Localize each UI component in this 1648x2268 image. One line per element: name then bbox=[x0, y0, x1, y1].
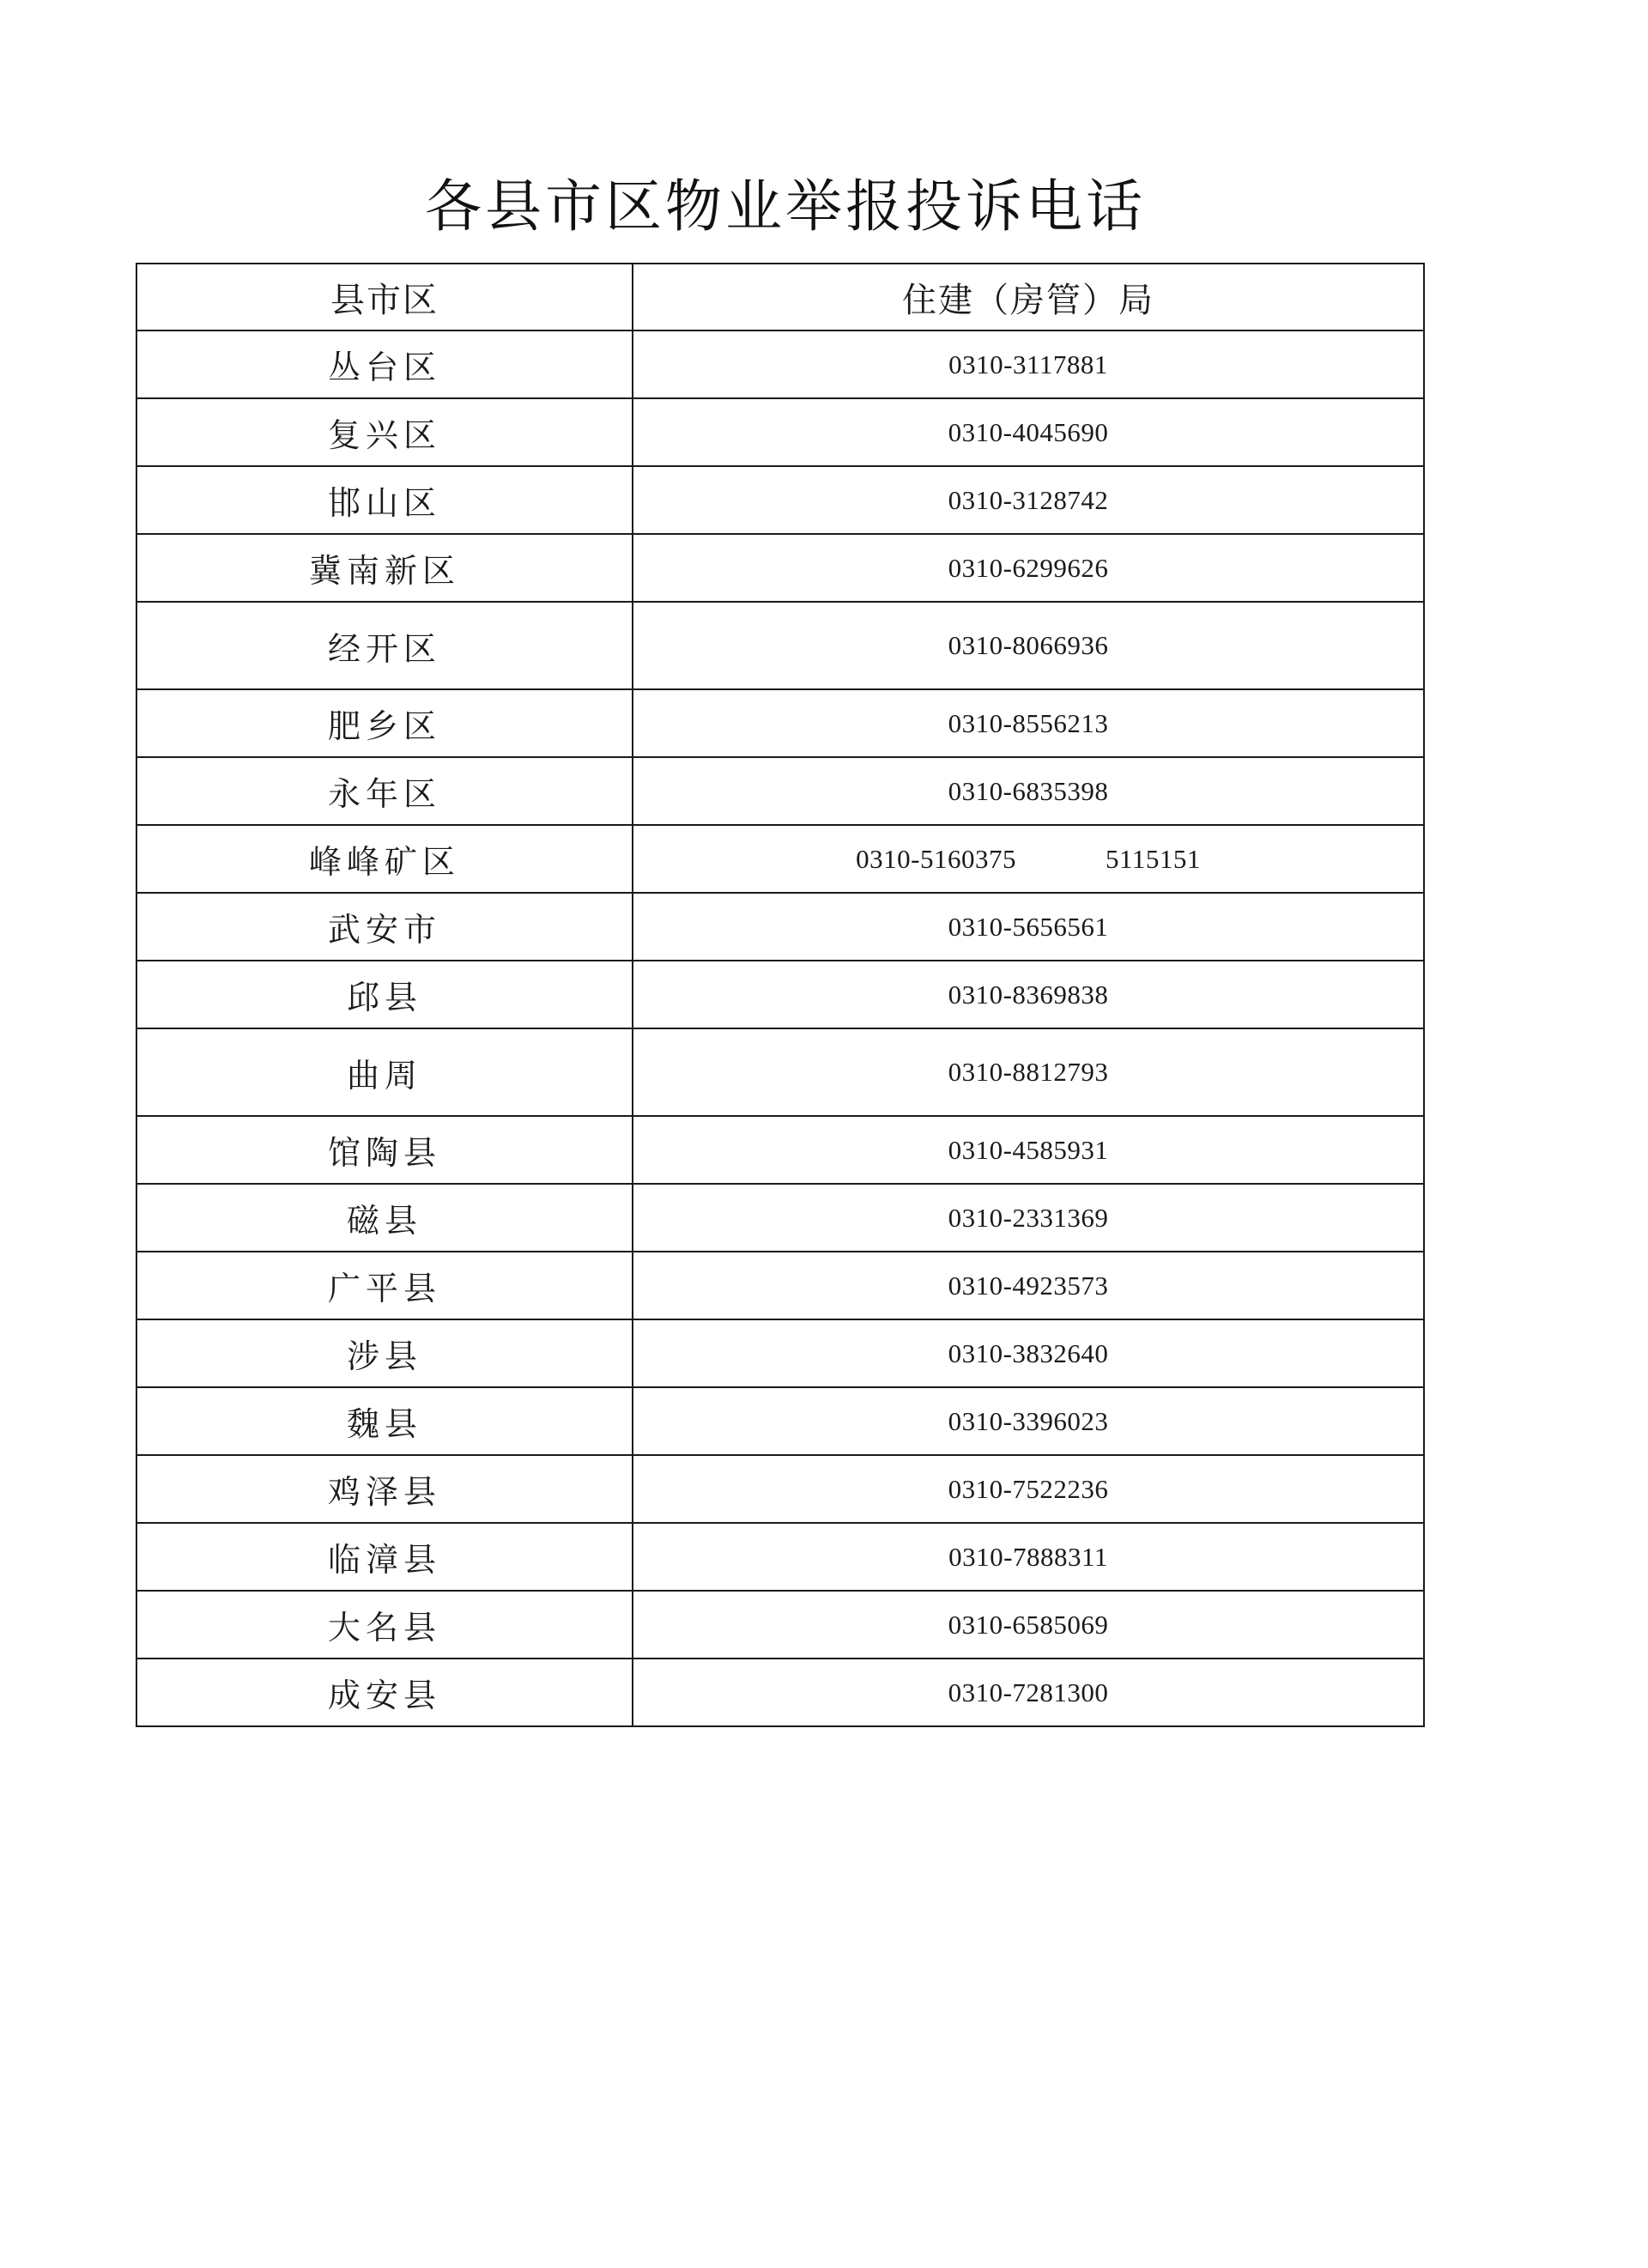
phone-cell: 0310-3128742 bbox=[633, 466, 1424, 534]
region-cell: 鸡泽县 bbox=[136, 1455, 633, 1523]
region-cell: 冀南新区 bbox=[136, 534, 633, 602]
phone-cell: 0310-7888311 bbox=[633, 1523, 1424, 1591]
table-row bbox=[136, 757, 1424, 825]
table-row bbox=[136, 466, 1424, 534]
region-cell: 永年区 bbox=[136, 757, 633, 825]
region-cell: 武安市 bbox=[136, 893, 633, 961]
phone-cell: 0310-7522236 bbox=[633, 1455, 1424, 1523]
table-row bbox=[136, 689, 1424, 757]
phone-cell bbox=[633, 825, 1424, 893]
phone-cell: 0310-6835398 bbox=[633, 757, 1424, 825]
table-row bbox=[136, 534, 1424, 602]
region-cell: 肥乡区 bbox=[136, 689, 633, 757]
phone-cell: 0310-4045690 bbox=[633, 398, 1424, 466]
region-cell: 峰峰矿区 bbox=[136, 825, 633, 893]
region-cell: 成安县 bbox=[136, 1659, 633, 1726]
region-cell: 经开区 bbox=[136, 602, 633, 689]
phone-cell: 0310-2331369 bbox=[633, 1184, 1424, 1252]
phone-cell: 0310-8369838 bbox=[633, 961, 1424, 1028]
table-row bbox=[136, 330, 1424, 398]
region-cell: 曲周 bbox=[136, 1028, 633, 1116]
table-row bbox=[136, 825, 1424, 893]
table-row bbox=[136, 602, 1424, 689]
table-row bbox=[136, 1184, 1424, 1252]
phone-cell: 0310-3117881 bbox=[633, 330, 1424, 398]
region-cell: 广平县 bbox=[136, 1252, 633, 1319]
region-cell: 邯山区 bbox=[136, 466, 633, 534]
table-row bbox=[136, 1591, 1424, 1659]
header-housing-bureau: 住建（房管）局 bbox=[633, 264, 1424, 330]
table-header-row bbox=[136, 264, 1424, 330]
phone-number: 0310-5160375 bbox=[856, 843, 1016, 874]
region-cell: 丛台区 bbox=[136, 330, 633, 398]
phone-cell: 0310-3396023 bbox=[633, 1387, 1424, 1455]
phone-cell: 0310-6299626 bbox=[633, 534, 1424, 602]
page-title: 各县市区物业举报投诉电话 bbox=[425, 173, 1146, 240]
phone-cell: 0310-8812793 bbox=[633, 1028, 1424, 1116]
region-cell: 邱县 bbox=[136, 961, 633, 1028]
table-row bbox=[136, 1659, 1424, 1726]
region-cell: 大名县 bbox=[136, 1591, 633, 1659]
table-row bbox=[136, 1028, 1424, 1116]
phone-cell: 0310-5656561 bbox=[633, 893, 1424, 961]
phone-cell: 0310-4923573 bbox=[633, 1252, 1424, 1319]
region-cell: 涉县 bbox=[136, 1319, 633, 1387]
table-row bbox=[136, 1387, 1424, 1455]
complaint-phone-table bbox=[136, 263, 1425, 1727]
phone-number-secondary: 5115151 bbox=[1105, 843, 1201, 874]
region-cell: 复兴区 bbox=[136, 398, 633, 466]
region-cell: 磁县 bbox=[136, 1184, 633, 1252]
region-cell: 魏县 bbox=[136, 1387, 633, 1455]
table-row bbox=[136, 961, 1424, 1028]
phone-cell: 0310-3832640 bbox=[633, 1319, 1424, 1387]
table-row bbox=[136, 1319, 1424, 1387]
phone-cell: 0310-6585069 bbox=[633, 1591, 1424, 1659]
table-row bbox=[136, 893, 1424, 961]
table-row bbox=[136, 1252, 1424, 1319]
phone-cell: 0310-8066936 bbox=[633, 602, 1424, 689]
phone-cell: 0310-7281300 bbox=[633, 1659, 1424, 1726]
region-cell: 临漳县 bbox=[136, 1523, 633, 1591]
header-region: 县市区 bbox=[136, 264, 633, 330]
table-row bbox=[136, 398, 1424, 466]
region-cell: 馆陶县 bbox=[136, 1116, 633, 1184]
phone-cell: 0310-8556213 bbox=[633, 689, 1424, 757]
phone-cell: 0310-4585931 bbox=[633, 1116, 1424, 1184]
table-row bbox=[136, 1455, 1424, 1523]
table-row bbox=[136, 1523, 1424, 1591]
table-row bbox=[136, 1116, 1424, 1184]
